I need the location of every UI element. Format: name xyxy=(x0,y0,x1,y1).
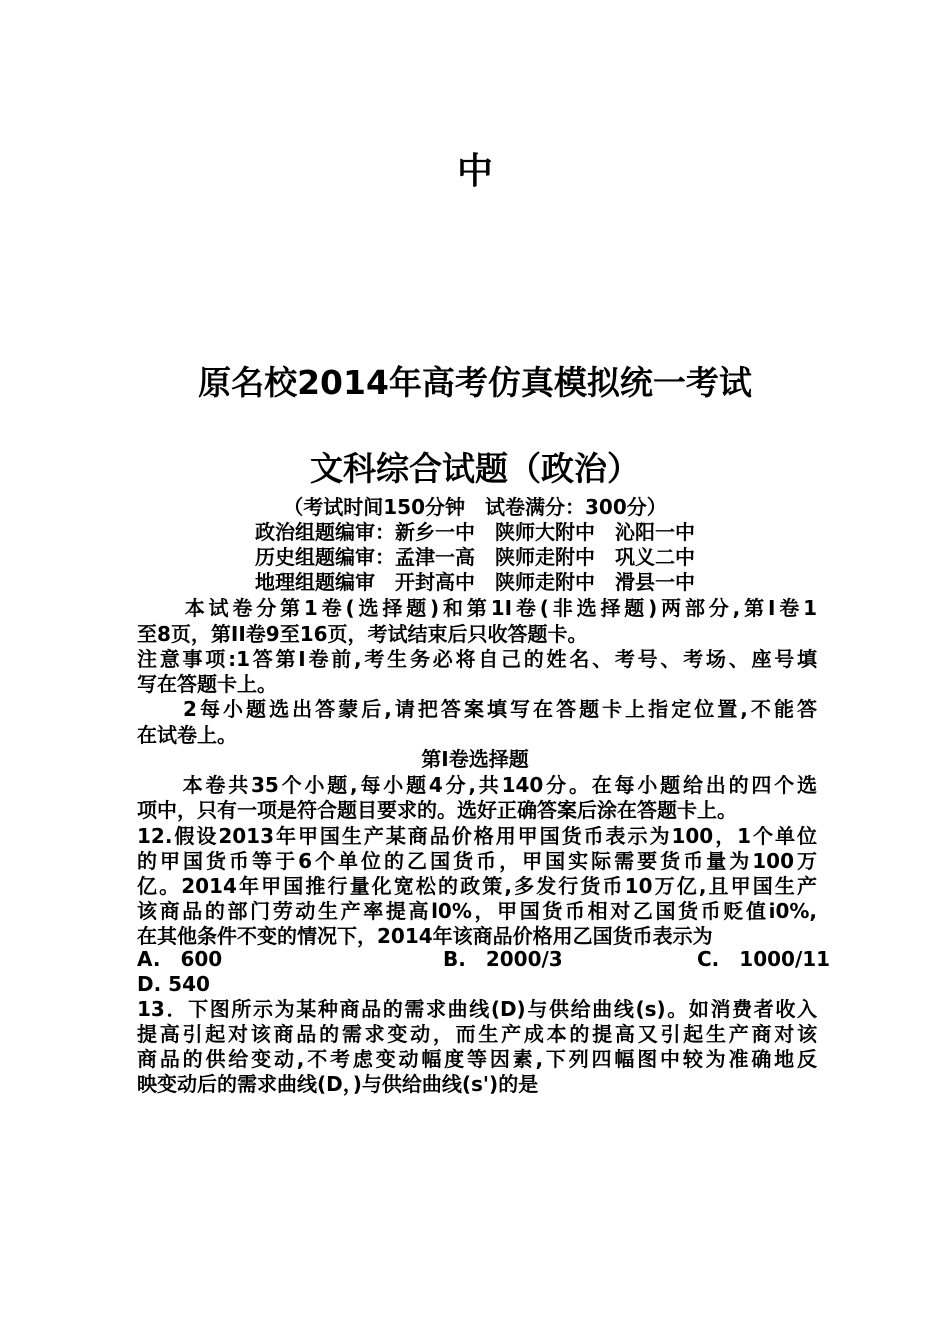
section-line: 本卷共35个小题,每小题4分,共140分。在每小题给出的四个选 xyxy=(137,773,817,797)
q12-line: 亿。2014年甲国推行量化宽松的政策,多发行货币10万亿,且甲国生产 xyxy=(137,874,817,898)
q12-line: 在其他条件不变的情况下，2014年该商品价格用乙国货币表示为 xyxy=(137,924,713,948)
editor-line-geography: 地理组题编审 开封高中 陕师走附中 滑县一中 xyxy=(255,570,695,594)
notice-line: 注意事项:1答第Ⅰ卷前,考生务必将自己的姓名、考号、考场、座号填 xyxy=(137,647,817,671)
q12-option-a: A. 600 xyxy=(137,947,223,971)
section-line: 项中，只有一项是符合题目要求的。选好正确答案后涂在答题卡上。 xyxy=(137,798,737,822)
notice-line: 2每小题选出答蒙后,请把答案填写在答题卡上指定位置,不能答 xyxy=(137,697,817,721)
q13-line: 商品的供给变动,不考虑变动幅度等因素,下列四幅图中较为准确地反 xyxy=(137,1047,817,1071)
header-char: 中 xyxy=(456,151,493,192)
notice-line: 在试卷上。 xyxy=(137,723,237,747)
exam-subtitle: 文科综合试题（政治） xyxy=(310,449,640,488)
intro-line: 本试卷分第1卷(选择题)和第1I卷(非选择题)两部分,第Ⅰ卷1 xyxy=(137,596,817,620)
q13-line: 提高引起对该商品的需求变动，而生产成本的提高又引起生产商对该 xyxy=(137,1022,817,1046)
q13-line: 13．下图所示为某种商品的需求曲线(D)与供给曲线(s)。如消费者收入 xyxy=(137,997,817,1021)
editor-line-history: 历史组题编审：孟津一高 陕师走附中 巩义二中 xyxy=(255,545,695,569)
editor-line-politics: 政治组题编审：新乡一中 陕师大附中 沁阳一中 xyxy=(255,520,695,544)
q12-option-b: B. 2000/3 xyxy=(443,947,563,971)
notice-line: 写在答题卡上。 xyxy=(137,672,277,696)
q12-option-c: C. 1000/11 xyxy=(697,947,831,971)
q12-option-d: D. 540 xyxy=(137,972,210,996)
q12-line: 该商品的部门劳动生产率提高l0%，甲国货币相对乙国货币贬值i0%, xyxy=(137,899,817,923)
q13-line: 映变动后的需求曲线(D，)与供给曲线(s')的是 xyxy=(137,1072,539,1096)
section-title: 第Ⅰ卷选择题 xyxy=(421,747,529,771)
exam-title: 原名校2014年高考仿真模拟统一考试 xyxy=(198,363,752,402)
q12-line: 12.假设2013年甲国生产某商品价格用甲国货币表示为100，1个单位 xyxy=(137,824,817,848)
exam-info: （考试时间150分钟 试卷满分：300分） xyxy=(283,495,667,519)
q12-line: 的甲国货币等于6个单位的乙国货币，甲国实际需要货币量为100万 xyxy=(137,849,817,873)
intro-line: 至8页，第II卷9至16页，考试结束后只收答题卡。 xyxy=(137,622,588,646)
